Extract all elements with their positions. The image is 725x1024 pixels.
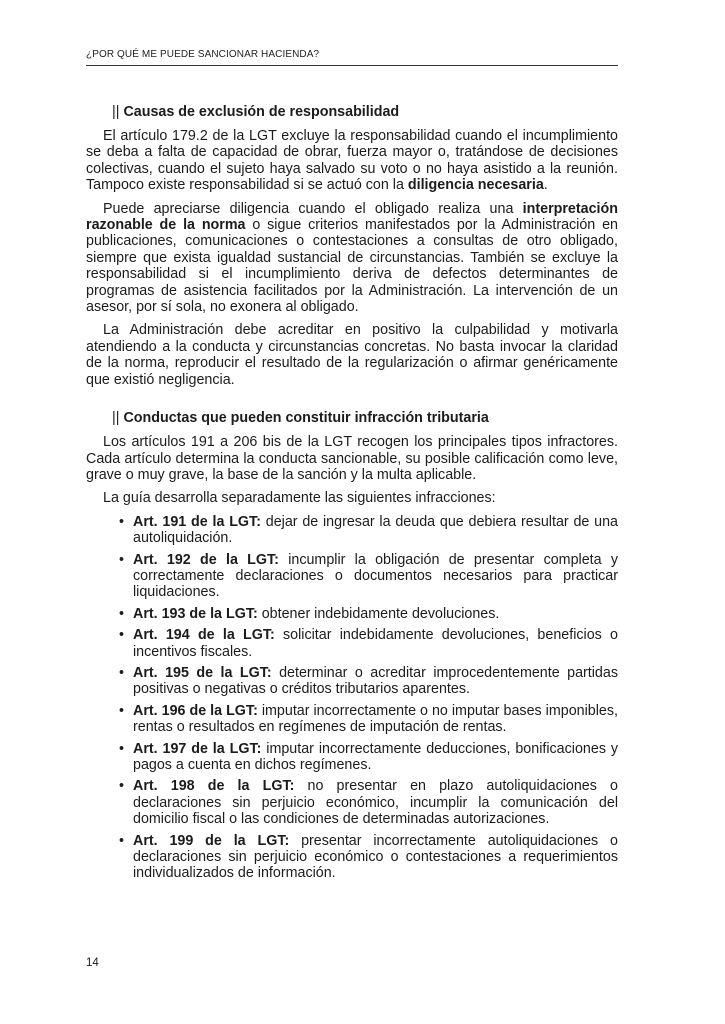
- paragraph: [86, 128, 618, 194]
- item-text: dejar de ingresar la deuda que debiera resultar de una autoliquidación.: [133, 513, 618, 547]
- bold-term: interpretación razonable de la norma: [86, 200, 618, 234]
- page-content: [86, 103, 618, 887]
- list-item: [119, 606, 618, 622]
- item-text: determinar o acreditar improcedentemente partidas positivas o negativas o créditos tributarios aparentes.: [133, 664, 618, 698]
- paragraph-text: El artículo 179.2 de la LGT excluye la responsabilidad cuando el incumplimiento se deba a falta de capacidad de obrar, fuerza mayor o, tratándose de decisiones colectivas, cuando el sujeto haya salvado su voto o no haya asistido a la reunión. Tampoco existe responsabilidad si se actuó con la: [86, 128, 618, 194]
- article-label: Art. 191 de la LGT:: [133, 513, 261, 530]
- heading-bars: ||: [112, 410, 120, 427]
- page-number: 14: [86, 957, 99, 969]
- article-label: Art. 199 de la LGT:: [133, 832, 290, 849]
- header-divider: [86, 65, 618, 66]
- article-label: Art. 196 de la LGT:: [133, 702, 258, 719]
- bullet-icon: •: [119, 605, 125, 622]
- item-text: incumplir la obligación de presentar completa y correctamente declaraciones o documentos necesarios para practicar liquidaciones.: [133, 551, 618, 601]
- paragraph-text: .: [543, 177, 548, 194]
- article-label: Art. 195 de la LGT:: [133, 664, 272, 681]
- item-text: no presentar en plazo autoliquidaciones o declaraciones sin perjuicio económico, incumplir la comunicación del domicilio fiscal o las condiciones de determinadas autorizaciones.: [133, 778, 618, 828]
- list-item: [119, 833, 618, 882]
- article-label: Art. 193 de la LGT:: [133, 605, 258, 622]
- paragraph-text: Puede apreciarse diligencia cuando el obligado realiza una: [103, 200, 523, 217]
- bullet-icon: •: [119, 513, 125, 530]
- list-item: [119, 627, 618, 660]
- section-spacer: [86, 395, 618, 409]
- paragraph: La guía desarrolla separadamente las siguientes infracciones:: [103, 490, 496, 507]
- list-item: [119, 741, 618, 774]
- list-item: [119, 514, 618, 547]
- item-text: obtener indebidamente devoluciones.: [257, 605, 500, 622]
- item-text: imputar incorrectamente o no imputar bases imponibles, rentas o resultados en regímenes de imputación de rentas.: [133, 702, 618, 736]
- article-label: Art. 192 de la LGT:: [133, 551, 279, 568]
- paragraph-text: o sigue criterios manifestados por la Administración en publicaciones, comunicaciones o contestaciones a consultas de otro obligado, siempre que exista igualdad sustancial de circunstancias. También se excluye la responsabilidad si el incumplimiento deriva de defectos determinantes de programas de asistencia facilitados por la Administración. La intervención de un asesor, por sí sola, no exonera al obligado.: [86, 217, 618, 316]
- item-text: imputar incorrectamente deducciones, bonificaciones y pagos a cuenta en dichos regímenes.: [133, 740, 618, 773]
- bullet-icon: •: [119, 740, 125, 757]
- article-label: Art. 197 de la LGT:: [133, 740, 262, 757]
- list-item: [119, 778, 618, 827]
- paragraph: Los artículos 191 a 206 bis de la LGT recogen los principales tipos infractores. Cada artículo determina la conducta sancionable, su posible calificación como leve, grave o muy grave, la base de la sanción y la multa aplicable.: [86, 434, 618, 483]
- heading-text: Conductas que pueden constituir infracción tributaria: [123, 410, 489, 427]
- paragraph: [86, 201, 618, 316]
- bullet-icon: •: [119, 664, 125, 681]
- bullet-icon: •: [119, 551, 125, 568]
- list-item: [119, 552, 618, 601]
- heading-text: Causas de exclusión de responsabilidad: [123, 104, 400, 120]
- item-text: presentar incorrectamente autoliquidaciones o declaraciones sin perjuicio económico o contestaciones a requerimientos individualizados de información.: [133, 832, 618, 882]
- bullet-icon: •: [119, 778, 125, 795]
- infraction-list: [86, 514, 618, 882]
- bullet-icon: •: [119, 832, 125, 849]
- list-item: [119, 665, 618, 698]
- section-heading-conductas: [112, 409, 618, 427]
- list-item: [119, 703, 618, 736]
- item-text: solicitar indebidamente devoluciones, beneficios o incentivos fiscales.: [133, 627, 618, 660]
- heading-bars: ||: [112, 104, 120, 120]
- bullet-icon: •: [119, 627, 125, 644]
- bold-term: diligencia necesaria: [407, 177, 544, 194]
- article-label: Art. 198 de la LGT:: [133, 778, 295, 795]
- section-heading-exclusion: [112, 103, 618, 121]
- bullet-icon: •: [119, 702, 125, 719]
- paragraph: La Administración debe acreditar en positivo la culpabilidad y motivarla atendiendo a la conducta y circunstancias concretas. No basta invocar la claridad de la norma, reproducir el resultado de la regularización o afirmar genéricamente que existió negligencia.: [86, 322, 618, 388]
- article-label: Art. 194 de la LGT:: [133, 627, 275, 644]
- running-header: ¿POR QUÉ ME PUEDE SANCIONAR HACIENDA?: [86, 49, 320, 60]
